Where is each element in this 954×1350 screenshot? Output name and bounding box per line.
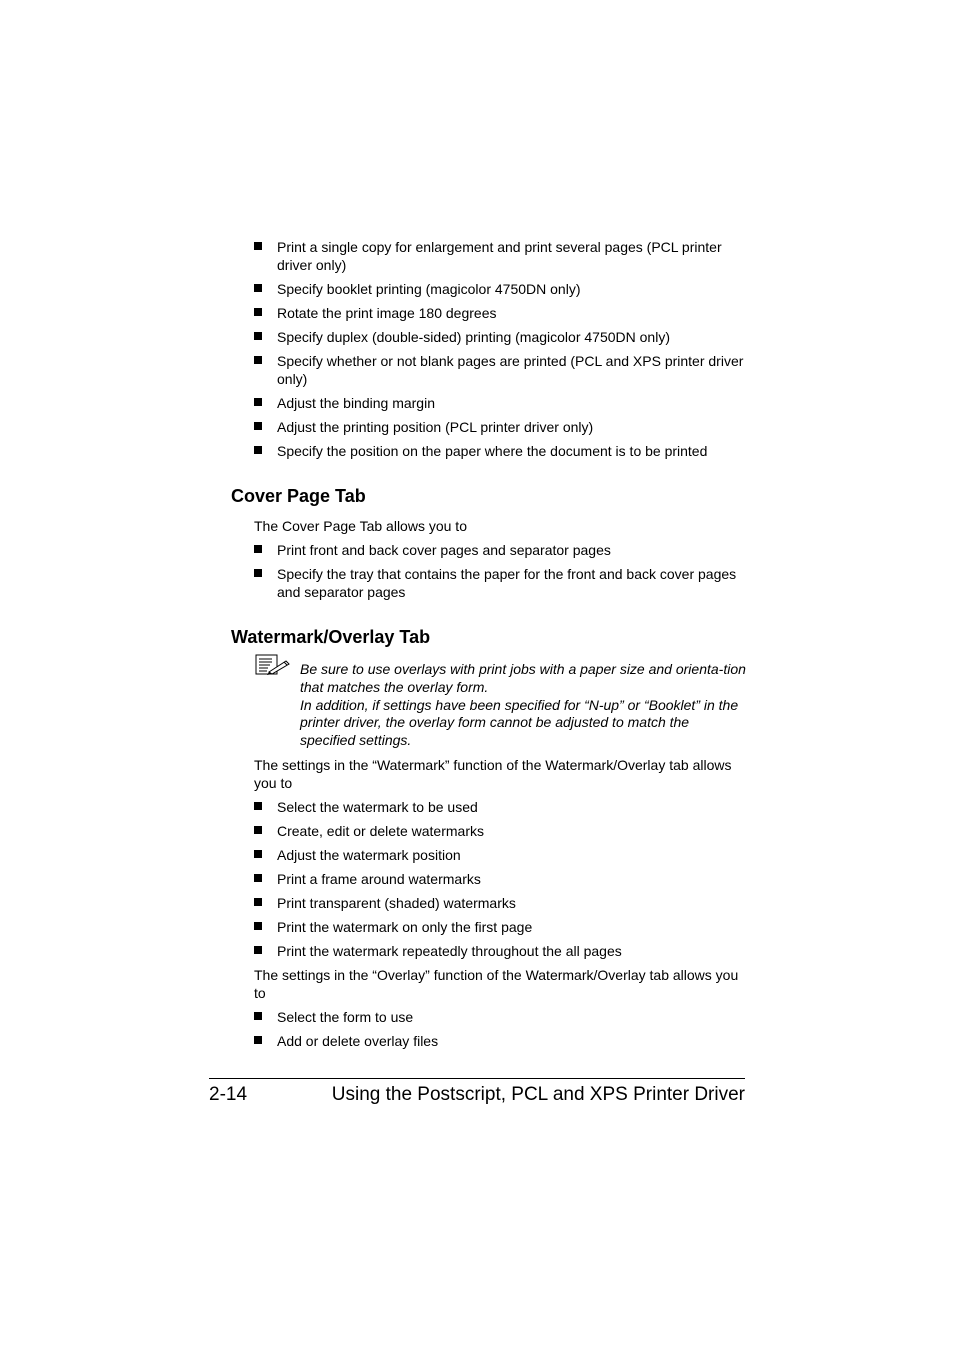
list-item: Specify the position on the paper where the document is to be printed (254, 442, 746, 460)
list-item: Rotate the print image 180 degrees (254, 304, 746, 322)
bullet-square-icon (254, 569, 262, 577)
watermark-heading: Watermark/Overlay Tab (231, 627, 431, 647)
bullet-square-icon (254, 802, 262, 810)
list-item: Select the watermark to be used (254, 798, 746, 816)
list-item: Print a frame around watermarks (254, 870, 746, 888)
bullet-square-icon (254, 446, 262, 454)
bullet-square-icon (254, 850, 262, 858)
bullet-square-icon (254, 1036, 262, 1044)
footer-divider (209, 1078, 745, 1079)
list-item: Specify booklet printing (magicolor 4750DN only) (254, 280, 746, 298)
cover-intro: The Cover Page Tab allows you to (254, 518, 467, 534)
bullet-square-icon (254, 545, 262, 553)
bullet-square-icon (254, 356, 262, 364)
watermark-list (254, 798, 746, 966)
list-item: Create, edit or delete watermarks (254, 822, 746, 840)
list-item: Adjust the binding margin (254, 394, 746, 412)
list-item: Print the watermark on only the first page (254, 918, 746, 936)
list-item: Specify the tray that contains the paper for the front and back cover pages and separator pages (254, 565, 746, 601)
list-item: Add or delete overlay files (254, 1032, 746, 1050)
list-item: Specify duplex (double-sided) printing (magicolor 4750DN only) (254, 328, 746, 346)
list-item: Print front and back cover pages and separator pages (254, 541, 746, 559)
footer-title: Using the Postscript, PCL and XPS Printer Driver (331, 1084, 745, 1105)
bullet-square-icon (254, 874, 262, 882)
bullet-square-icon (254, 284, 262, 292)
list-item: Print a single copy for enlargement and print several pages (PCL printer driver only) (254, 238, 746, 274)
list-item: Select the form to use (254, 1008, 746, 1026)
bullet-square-icon (254, 242, 262, 250)
bullet-square-icon (254, 922, 262, 930)
list-item: Adjust the watermark position (254, 846, 746, 864)
bullet-square-icon (254, 946, 262, 954)
bullet-square-icon (254, 332, 262, 340)
bullet-square-icon (254, 1012, 262, 1020)
bullet-square-icon (254, 898, 262, 906)
watermark-intro: The settings in the “Watermark” function of the Watermark/Overlay tab allows you to (254, 757, 732, 791)
cover-page-heading: Cover Page Tab (231, 486, 366, 506)
cover-list (254, 541, 746, 607)
page-number: 2-14 (209, 1084, 248, 1105)
bullet-square-icon (254, 308, 262, 316)
overlay-list (254, 1008, 746, 1056)
note-pencil-icon (255, 654, 291, 676)
overlay-intro: The settings in the “Overlay” function of the Watermark/Overlay tab allows you to (254, 967, 739, 1001)
list-item: Adjust the printing position (PCL printer driver only) (254, 418, 746, 436)
feature-list (254, 238, 746, 466)
bullet-square-icon (254, 826, 262, 834)
list-item: Specify whether or not blank pages are printed (PCL and XPS printer driver only) (254, 352, 746, 388)
note-text: Be sure to use overlays with print jobs with a paper size and orienta-tion that matches the overlay form. In addition, if settings have been specified for “N-up” or “Booklet” in the printer driver, the overlay form cannot be adjusted to match the specified settings. (300, 661, 746, 748)
list-item: Print transparent (shaded) watermarks (254, 894, 746, 912)
list-item: Print the watermark repeatedly throughout the all pages (254, 942, 746, 960)
bullet-square-icon (254, 422, 262, 430)
bullet-square-icon (254, 398, 262, 406)
